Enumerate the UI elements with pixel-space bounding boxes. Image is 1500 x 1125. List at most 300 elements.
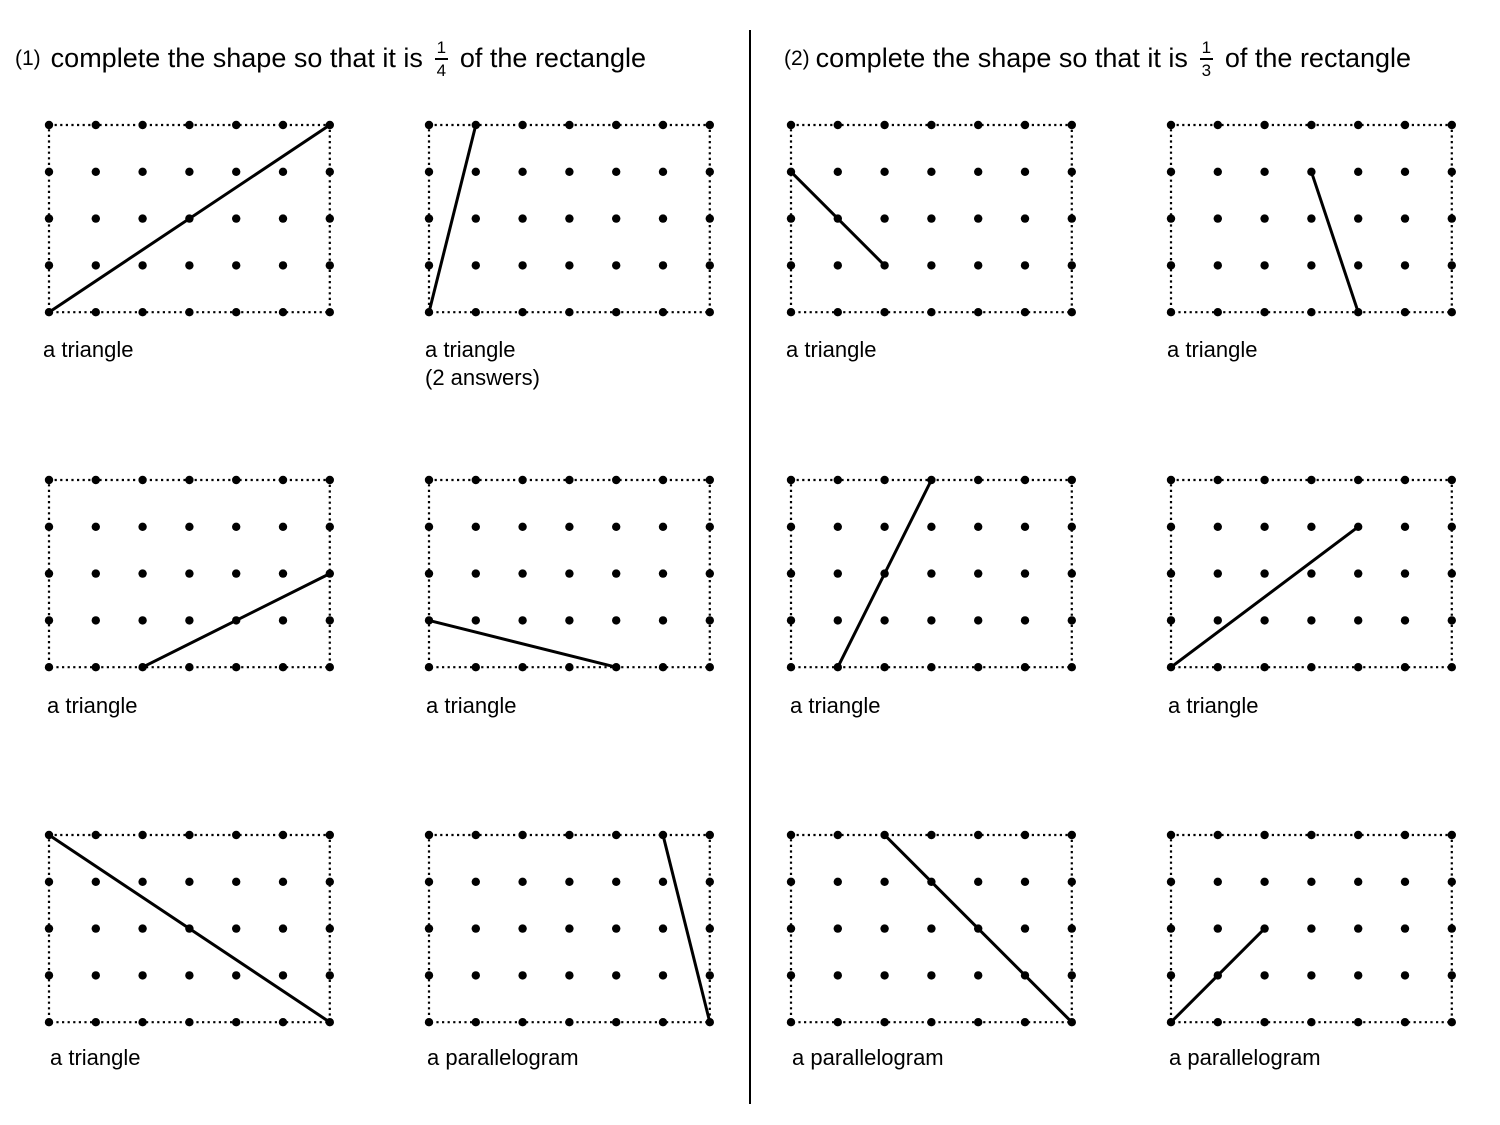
grid-dot	[425, 831, 433, 839]
grid-dot	[232, 168, 240, 176]
puzzle-label: a triangle	[50, 1045, 141, 1070]
grid-dot	[1214, 569, 1222, 577]
grid-dot	[326, 214, 334, 222]
grid-dot	[880, 214, 888, 222]
grid-dot	[565, 476, 573, 484]
grid-dot	[880, 121, 888, 129]
grid-dot	[1307, 663, 1315, 671]
grid-dot	[880, 308, 888, 316]
dot-grid	[1161, 825, 1462, 1032]
grid-dot	[1214, 1018, 1222, 1026]
grid-dot	[472, 476, 480, 484]
grid-dot	[974, 168, 982, 176]
grid-dot	[1021, 308, 1029, 316]
grid-dot	[880, 168, 888, 176]
grid-dot	[232, 476, 240, 484]
grid-dot	[1307, 261, 1315, 269]
grid-dot	[326, 476, 334, 484]
grid-dot	[834, 924, 842, 932]
grid-dot	[787, 616, 795, 624]
grid-dot	[612, 924, 620, 932]
grid-dot	[472, 1018, 480, 1026]
grid-dot	[565, 971, 573, 979]
grid-dot	[92, 569, 100, 577]
instruction-1-text-before: complete the shape so that it is	[50, 43, 423, 74]
grid-dot	[880, 476, 888, 484]
given-side-line	[49, 125, 330, 312]
grid-dot	[92, 1018, 100, 1026]
grid-dot	[1214, 523, 1222, 531]
grid-dot	[612, 308, 620, 316]
grid-dot	[232, 878, 240, 886]
grid-dot	[232, 523, 240, 531]
grid-dot	[834, 121, 842, 129]
grid-dot	[326, 523, 334, 531]
grid-dot	[565, 831, 573, 839]
grid-dot	[1401, 924, 1409, 932]
grid-dot	[1068, 971, 1076, 979]
grid-dot	[518, 616, 526, 624]
grid-dot	[425, 261, 433, 269]
grid-dot	[834, 523, 842, 531]
grid-dot	[1448, 214, 1456, 222]
grid-dot	[565, 261, 573, 269]
grid-dot	[279, 261, 287, 269]
grid-dot	[185, 616, 193, 624]
grid-dot	[927, 616, 935, 624]
grid-dot	[185, 261, 193, 269]
given-side-line	[1311, 172, 1358, 312]
grid-dot	[1068, 924, 1076, 932]
puzzle-label: a triangle	[43, 337, 134, 362]
grid-dot	[425, 168, 433, 176]
grid-dot	[45, 616, 53, 624]
grid-dot	[1167, 476, 1175, 484]
fraction-one-third	[1200, 38, 1213, 80]
grid-dot	[279, 214, 287, 222]
grid-dot	[1307, 924, 1315, 932]
given-side-line	[885, 835, 1072, 1022]
grid-dot	[974, 261, 982, 269]
grid-dot	[472, 616, 480, 624]
given-side-line	[49, 835, 330, 1022]
grid-dot	[1307, 831, 1315, 839]
grid-dot	[1354, 168, 1362, 176]
grid-dot	[279, 878, 287, 886]
grid-dot	[1401, 878, 1409, 886]
grid-dot	[138, 214, 146, 222]
grid-dot	[706, 569, 714, 577]
grid-dot	[787, 523, 795, 531]
grid-dot	[834, 971, 842, 979]
grid-dot	[185, 569, 193, 577]
grid-dot	[834, 878, 842, 886]
grid-dot	[706, 663, 714, 671]
grid-dot	[518, 121, 526, 129]
grid-dot	[659, 214, 667, 222]
grid-dot	[185, 121, 193, 129]
grid-dot	[787, 663, 795, 671]
grid-dot	[612, 831, 620, 839]
grid-dot	[138, 616, 146, 624]
grid-dot	[45, 569, 53, 577]
grid-dot	[1167, 878, 1175, 886]
grid-dot	[1260, 569, 1268, 577]
grid-dot	[1260, 663, 1268, 671]
grid-dot	[880, 971, 888, 979]
grid-dot	[880, 1018, 888, 1026]
grid-dot	[1167, 308, 1175, 316]
grid-dot	[659, 924, 667, 932]
grid-dot	[326, 168, 334, 176]
grid-dot	[326, 878, 334, 886]
grid-dot	[1354, 663, 1362, 671]
grid-dot	[659, 523, 667, 531]
grid-dot	[565, 121, 573, 129]
grid-dot	[834, 616, 842, 624]
grid-dot	[279, 476, 287, 484]
dot-grid	[419, 825, 720, 1032]
grid-dot	[425, 121, 433, 129]
grid-dot	[472, 878, 480, 886]
grid-dot	[706, 261, 714, 269]
grid-dot	[1401, 214, 1409, 222]
grid-dot	[1021, 1018, 1029, 1026]
grid-dot	[1167, 924, 1175, 932]
grid-dot	[1068, 878, 1076, 886]
grid-dot	[565, 214, 573, 222]
grid-dot	[706, 168, 714, 176]
fraction-1-bar	[435, 58, 448, 60]
grid-dot	[518, 569, 526, 577]
grid-dot	[974, 878, 982, 886]
grid-dot	[138, 924, 146, 932]
puzzle-label: a triangle	[47, 693, 138, 718]
fraction-one-quarter	[435, 38, 448, 80]
puzzle-label: a triangle	[1168, 693, 1259, 718]
grid-dot	[1401, 523, 1409, 531]
grid-dot	[1354, 878, 1362, 886]
grid-dot	[425, 214, 433, 222]
grid-dot	[1448, 308, 1456, 316]
grid-dot	[45, 476, 53, 484]
grid-dot	[1214, 308, 1222, 316]
grid-dot	[1401, 476, 1409, 484]
grid-dot	[834, 308, 842, 316]
grid-dot	[1021, 831, 1029, 839]
grid-dot	[92, 663, 100, 671]
grid-dot	[1401, 168, 1409, 176]
grid-dot	[787, 121, 795, 129]
dot-grid	[1161, 470, 1462, 677]
grid-dot	[518, 168, 526, 176]
grid-dot	[1021, 569, 1029, 577]
grid-dot	[1448, 616, 1456, 624]
grid-dot	[1307, 121, 1315, 129]
grid-dot	[565, 168, 573, 176]
grid-dot	[232, 121, 240, 129]
grid-dot	[659, 663, 667, 671]
grid-dot	[974, 569, 982, 577]
grid-dot	[1214, 214, 1222, 222]
grid-dot	[472, 569, 480, 577]
grid-dot	[565, 924, 573, 932]
grid-dot	[659, 308, 667, 316]
grid-dot	[1401, 971, 1409, 979]
grid-dot	[518, 214, 526, 222]
given-side-line	[791, 172, 885, 266]
grid-dot	[787, 308, 795, 316]
grid-dot	[1068, 261, 1076, 269]
grid-dot	[1021, 121, 1029, 129]
grid-dot	[425, 1018, 433, 1026]
grid-dot	[1448, 476, 1456, 484]
grid-dot	[834, 1018, 842, 1026]
grid-dot	[138, 476, 146, 484]
grid-dot	[1448, 569, 1456, 577]
grid-dot	[279, 616, 287, 624]
grid-dot	[1448, 121, 1456, 129]
grid-dot	[1448, 523, 1456, 531]
grid-dot	[45, 214, 53, 222]
grid-dot	[425, 476, 433, 484]
grid-dot	[92, 831, 100, 839]
grid-dot	[880, 523, 888, 531]
instruction-1-text-after: of the rectangle	[459, 43, 647, 74]
grid-dot	[565, 569, 573, 577]
grid-dot	[279, 121, 287, 129]
grid-dot	[326, 663, 334, 671]
grid-dot	[927, 121, 935, 129]
grid-dot	[565, 878, 573, 886]
grid-dot	[425, 663, 433, 671]
grid-dot	[1214, 924, 1222, 932]
grid-dot	[1214, 663, 1222, 671]
grid-dot	[138, 308, 146, 316]
grid-dot	[185, 971, 193, 979]
fraction-2-bar	[1200, 58, 1213, 60]
grid-dot	[1354, 569, 1362, 577]
grid-dot	[612, 214, 620, 222]
grid-dot	[1307, 971, 1315, 979]
grid-dot	[92, 476, 100, 484]
instruction-2-text-after: of the rectangle	[1224, 43, 1412, 74]
grid-dot	[834, 476, 842, 484]
grid-dot	[927, 831, 935, 839]
grid-dot	[92, 168, 100, 176]
grid-dot	[1448, 1018, 1456, 1026]
grid-dot	[659, 971, 667, 979]
grid-dot	[1260, 971, 1268, 979]
grid-dot	[279, 1018, 287, 1026]
grid-dot	[927, 924, 935, 932]
grid-dot	[1214, 831, 1222, 839]
instruction-1	[15, 38, 646, 80]
grid-dot	[974, 214, 982, 222]
grid-dot	[1068, 616, 1076, 624]
grid-dot	[1214, 121, 1222, 129]
grid-dot	[974, 831, 982, 839]
puzzle-label: a parallelogram	[1169, 1045, 1321, 1070]
grid-dot	[974, 476, 982, 484]
grid-dot	[706, 308, 714, 316]
grid-dot	[138, 523, 146, 531]
grid-dot	[425, 523, 433, 531]
dot-grid	[39, 470, 340, 677]
grid-dot	[1307, 616, 1315, 624]
grid-dot	[472, 924, 480, 932]
grid-dot	[834, 261, 842, 269]
grid-dot	[1307, 476, 1315, 484]
grid-dot	[1214, 168, 1222, 176]
grid-dot	[880, 878, 888, 886]
grid-dot	[927, 1018, 935, 1026]
grid-dot	[185, 523, 193, 531]
grid-dot	[787, 261, 795, 269]
grid-dot	[185, 663, 193, 671]
grid-dot	[472, 308, 480, 316]
grid-dot	[974, 663, 982, 671]
grid-dot	[1401, 121, 1409, 129]
grid-dot	[425, 971, 433, 979]
grid-dot	[1401, 831, 1409, 839]
grid-dot	[472, 663, 480, 671]
grid-dot	[279, 663, 287, 671]
grid-dot	[1260, 168, 1268, 176]
grid-dot	[1068, 663, 1076, 671]
grid-dot	[279, 924, 287, 932]
grid-dot	[138, 261, 146, 269]
given-side-line	[1171, 929, 1265, 1023]
grid-dot	[326, 831, 334, 839]
grid-dot	[1021, 616, 1029, 624]
grid-dot	[834, 831, 842, 839]
grid-dot	[1068, 569, 1076, 577]
grid-dot	[1167, 616, 1175, 624]
grid-dot	[518, 261, 526, 269]
grid-dot	[1021, 476, 1029, 484]
grid-dot	[659, 1018, 667, 1026]
grid-dot	[518, 971, 526, 979]
grid-dot	[927, 523, 935, 531]
grid-dot	[232, 261, 240, 269]
grid-dot	[659, 121, 667, 129]
puzzle-label-text: a triangle	[425, 337, 516, 362]
grid-dot	[1260, 214, 1268, 222]
grid-dot	[974, 971, 982, 979]
grid-dot	[659, 878, 667, 886]
grid-dot	[1260, 1018, 1268, 1026]
grid-dot	[974, 1018, 982, 1026]
grid-dot	[518, 308, 526, 316]
grid-dot	[425, 569, 433, 577]
grid-dot	[659, 616, 667, 624]
grid-dot	[1401, 308, 1409, 316]
grid-dot	[185, 1018, 193, 1026]
grid-dot	[1260, 831, 1268, 839]
grid-dot	[834, 168, 842, 176]
grid-dot	[472, 971, 480, 979]
grid-dot	[1448, 168, 1456, 176]
grid-dot	[92, 121, 100, 129]
grid-dot	[1401, 1018, 1409, 1026]
grid-dot	[612, 1018, 620, 1026]
grid-dot	[612, 569, 620, 577]
grid-dot	[326, 616, 334, 624]
grid-dot	[1307, 878, 1315, 886]
grid-dot	[1448, 924, 1456, 932]
grid-dot	[1401, 569, 1409, 577]
grid-dot	[138, 831, 146, 839]
grid-dot	[92, 924, 100, 932]
grid-dot	[1260, 616, 1268, 624]
grid-dot	[232, 308, 240, 316]
grid-dot	[1354, 476, 1362, 484]
grid-dot	[565, 1018, 573, 1026]
grid-dot	[1068, 168, 1076, 176]
grid-dot	[565, 523, 573, 531]
grid-dot	[659, 476, 667, 484]
grid-dot	[1307, 1018, 1315, 1026]
grid-dot	[659, 261, 667, 269]
grid-dot	[1167, 831, 1175, 839]
given-side-line	[143, 574, 330, 668]
grid-dot	[232, 214, 240, 222]
grid-dot	[279, 523, 287, 531]
given-side-line	[663, 835, 710, 1022]
grid-dot	[659, 168, 667, 176]
grid-dot	[92, 523, 100, 531]
given-side-line	[1171, 527, 1358, 667]
grid-dot	[138, 878, 146, 886]
puzzle-label: a parallelogram	[427, 1045, 579, 1070]
grid-dot	[927, 214, 935, 222]
grid-dot	[279, 308, 287, 316]
grid-dot	[1307, 523, 1315, 531]
puzzle-label: a triangle	[790, 693, 881, 718]
grid-dot	[1214, 616, 1222, 624]
grid-dot	[1448, 971, 1456, 979]
grid-dot	[138, 971, 146, 979]
grid-dot	[138, 121, 146, 129]
grid-dot	[138, 569, 146, 577]
grid-dot	[518, 878, 526, 886]
grid-dot	[787, 971, 795, 979]
grid-dot	[185, 831, 193, 839]
grid-dot	[1021, 168, 1029, 176]
grid-dot	[706, 121, 714, 129]
grid-dot	[974, 523, 982, 531]
grid-dot	[927, 971, 935, 979]
given-side-line	[838, 480, 932, 667]
grid-dot	[1260, 261, 1268, 269]
grid-dot	[1167, 121, 1175, 129]
grid-dot	[1448, 261, 1456, 269]
grid-dot	[974, 616, 982, 624]
grid-dot	[232, 831, 240, 839]
grid-dot	[706, 214, 714, 222]
grid-dot	[787, 214, 795, 222]
grid-dot	[92, 878, 100, 886]
grid-dot	[1354, 1018, 1362, 1026]
question-number-2: (2)	[784, 46, 810, 70]
vertical-divider	[749, 30, 751, 1104]
grid-dot	[1260, 878, 1268, 886]
grid-dot	[612, 971, 620, 979]
grid-dot	[326, 261, 334, 269]
grid-dot	[612, 261, 620, 269]
grid-dot	[927, 168, 935, 176]
